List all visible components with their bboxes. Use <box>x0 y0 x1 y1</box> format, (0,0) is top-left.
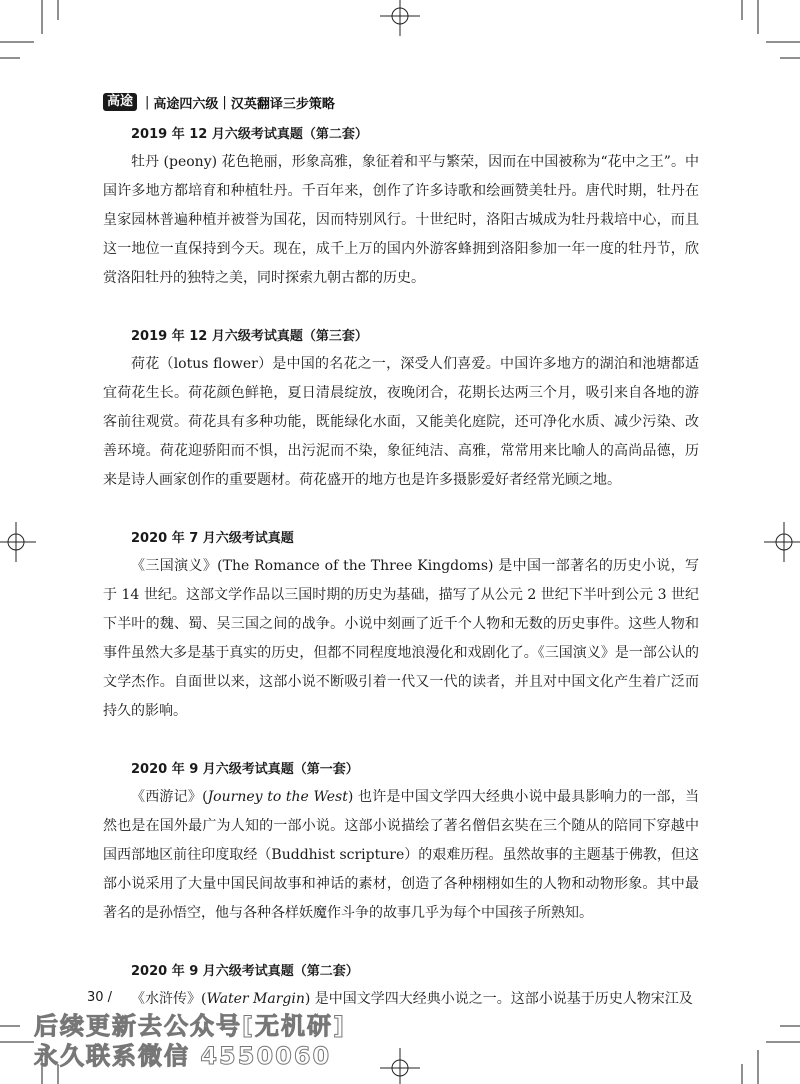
section-2020-07 <box>103 528 699 726</box>
registration-mark-top <box>380 0 420 36</box>
section-body: 《三国演义》(The Romance of the Three Kingdoms) 是中国一部著名的历史小说，写于 14 世纪。这部文学作品以三国时期的历史为基础，描写了从公元 2 世纪下半叶到公元 3 世纪下半叶的魏、蜀、吴三国之间的战争。小说中刻画了近千个人物和无数的历史事件。这些人物和事件虽然大多是基于真实的历史，但都不同程度地浪漫化和戏剧化了。《三国演义》是一部公认的文学杰作。自面世以来，这部小说不断吸引着一代又一代的读者，并且对中国文化产生着广泛而持久的影响。 <box>103 558 699 719</box>
header-separator: | <box>145 94 150 110</box>
watermark-line-1: 后续更新去公众号[无机研] <box>34 1012 346 1040</box>
header-separator: | <box>222 94 227 110</box>
section-2019-12-set3 <box>103 326 699 495</box>
english-title: Journey to the West <box>207 789 348 805</box>
section-title: 2020 年 7 月六级考试真题 <box>131 531 294 546</box>
section-body: 《西游记》(Journey to the West) 也许是中国文学四大经典小说中最具影响力的一部，当然也是在国外最广为人知的一部小说。这部小说描绘了著名僧侣玄奘在三个随从的陪同下穿越中国西部地区前往印度取经（Buddhist scripture）的艰难历程。虽然故事的主题基于佛教，但这部小说采用了大量中国民间故事和神话的素材，创造了各种栩栩如生的人物和动物形象。其中最著名的是孙悟空，他与各种各样妖魔作斗争的故事几乎为每个中国孩子所熟知。 <box>103 789 699 921</box>
section-title: 2019 年 12 月六级考试真题（第三套） <box>131 329 368 344</box>
registration-mark-bottom <box>380 1048 420 1084</box>
section-2019-12-set2 <box>103 124 699 293</box>
section-body: 《水浒传》(Water Margin) 是中国文学四大经典小说之一。这部小说基于历史人物宋江及 <box>131 991 693 1007</box>
section-body: 荷花（lotus flower）是中国的名花之一，深受人们喜爱。中国许多地方的湖泊和池塘都适宜荷花生长。荷花颜色鲜艳，夏日清晨绽放，夜晚闭合，花期长达两三个月，吸引来自各地的游客前往观赏。荷花具有多种功能，既能绿化水面，又能美化庭院，还可净化水质、减少污染、改善环境。荷花迎骄阳而不惧，出污泥而不染，象征纯洁、高雅，常常用来比喻人的高尚品德，历来是诗人画家创作的重要题材。荷花盛开的地方也是许多摄影爱好者经常光顾之地。 <box>103 356 699 488</box>
section-2020-09-set2 <box>103 961 699 1014</box>
section-2020-09-set1 <box>103 759 699 928</box>
header-series: 高途四六级 <box>153 96 219 112</box>
watermark-line-2: 永久联系微信 4550060 <box>34 1042 332 1070</box>
registration-mark-right <box>764 522 800 562</box>
page-number: 30 / <box>87 990 113 1005</box>
page-content <box>103 124 699 1047</box>
english-title: Water Margin <box>206 991 305 1007</box>
brand-logo: 高途 <box>103 93 137 111</box>
header-book-title: 汉英翻译三步策略 <box>230 96 335 112</box>
section-title: 2020 年 9 月六级考试真题（第二套） <box>131 964 359 979</box>
watermark <box>34 1011 346 1071</box>
section-title: 2019 年 12 月六级考试真题（第二套） <box>131 127 368 142</box>
section-title: 2020 年 9 月六级考试真题（第一套） <box>131 762 359 777</box>
section-body: 牡丹 (peony) 花色艳丽，形象高雅，象征着和平与繁荣，因而在中国被称为“花中之王”。中国许多地方都培育和种植牡丹。千百年来，创作了许多诗歌和绘画赞美牡丹。唐代时期，牡丹在皇家园林普遍种植并被誉为国花，因而特别风行。十世纪时，洛阳古城成为牡丹栽培中心，而且这一地位一直保持到今天。现在，成千上万的国内外游客蜂拥到洛阳参加一年一度的牡丹节，欣赏洛阳牡丹的独特之美，同时探索九朝古都的历史。 <box>103 154 699 286</box>
running-header <box>103 92 335 112</box>
registration-mark-left <box>0 522 36 562</box>
